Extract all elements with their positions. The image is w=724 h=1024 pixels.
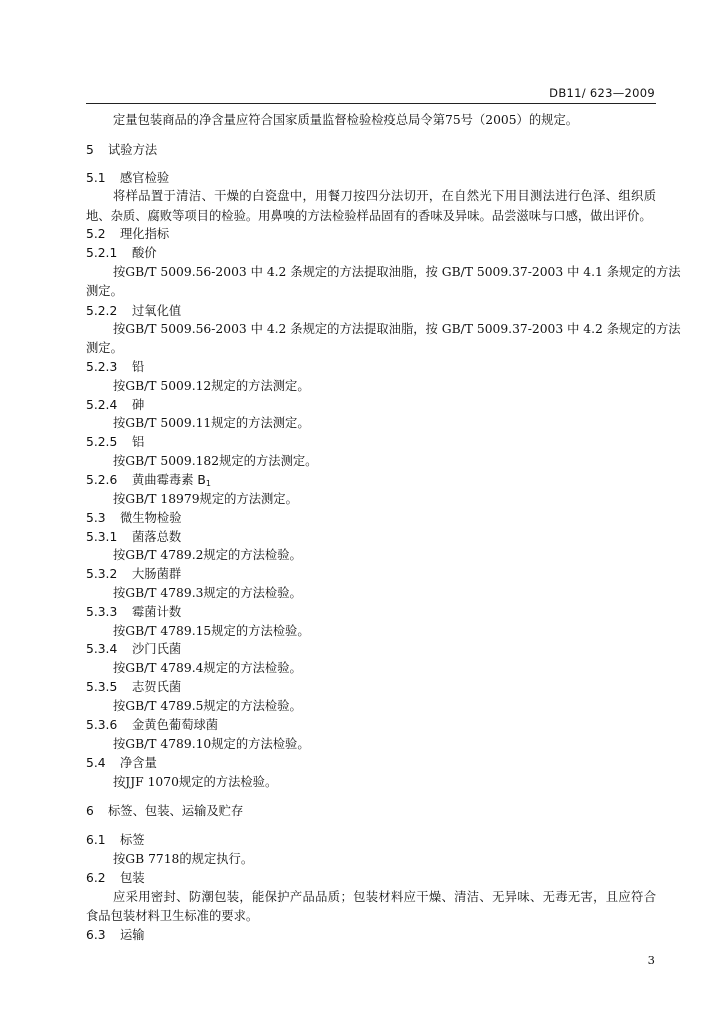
section-heading-5-2-1: 5.2.1 酸价: [86, 246, 157, 260]
paragraph-text: 按GB/T 5009.12规定的方法测定。: [113, 379, 310, 393]
paragraph-text: 将样品置于清洁、干燥的白瓷盘中，用餐刀按四分法切开，在自然光下用目测法进行色泽、组织质: [113, 189, 656, 203]
paragraph-text: 按GB/T 4789.5规定的方法检验。: [113, 699, 302, 713]
section-heading-5-2: 5.2 理化指标: [86, 227, 170, 241]
section-heading-5-3: 5.3 微生物检验: [86, 511, 182, 525]
section-heading-5: 5 试验方法: [86, 143, 158, 157]
section-heading-5-3-2: 5.3.2 大肠菌群: [86, 567, 182, 581]
section-heading-5-2-2: 5.2.2 过氧化值: [86, 304, 182, 318]
paragraph-text: 应采用密封、防潮包装，能保护产品品质；包装材料应干燥、清洁、无异味、无毒无害，且应符合: [113, 890, 656, 904]
paragraph-text: 按GB 7718的规定执行。: [113, 852, 254, 866]
section-heading-5-3-3: 5.3.3 霉菌计数: [86, 605, 182, 619]
paragraph-text: 按GB/T 5009.11规定的方法测定。: [113, 416, 310, 430]
section-heading-5-3-6: 5.3.6 金黄色葡萄球菌: [86, 718, 219, 732]
section-heading-5-3-1: 5.3.1 菌落总数: [86, 530, 182, 544]
paragraph-text: 测定。: [86, 341, 123, 355]
paragraph-text: 按GB/T 4789.15规定的方法检验。: [113, 624, 310, 638]
paragraph-text: 按GB/T 4789.10规定的方法检验。: [113, 737, 310, 751]
section-heading-5-2-5: 5.2.5 铝: [86, 435, 145, 449]
section-heading-6-2: 6.2 包装: [86, 871, 145, 885]
paragraph-text: 测定。: [86, 284, 123, 298]
paragraph-text: 食品包装材料卫生标准的要求。: [86, 909, 259, 923]
section-heading-5-4: 5.4 净含量: [86, 756, 157, 770]
paragraph-text: 按JJF 1070规定的方法检验。: [113, 775, 278, 789]
section-heading-5-1: 5.1 感官检验: [86, 171, 170, 185]
section-heading-5-3-5: 5.3.5 志贺氏菌: [86, 680, 182, 694]
section-heading-5-3-4: 5.3.4 沙门氏菌: [86, 642, 182, 656]
section-heading-6: 6 标签、包装、运输及贮存: [86, 804, 244, 818]
paragraph-text: 按GB/T 5009.182规定的方法测定。: [113, 454, 318, 468]
paragraph-text: 按GB/T 18979规定的方法测定。: [113, 492, 298, 506]
paragraph-text: 定量包装商品的净含量应符合国家质量监督检验检疫总局令第75号（2005）的规定。: [113, 113, 579, 127]
paragraph-text: 按GB/T 4789.4规定的方法检验。: [113, 661, 302, 675]
paragraph-text: 按GB/T 5009.56-2003 中 4.2 条规定的方法提取油脂，按 GB/T 5009.37-2003 中 4.2 条规定的方法: [113, 322, 681, 336]
page-number: 3: [647, 953, 655, 967]
section-heading-5-2-3: 5.2.3 铅: [86, 360, 145, 374]
paragraph-text: 按GB/T 4789.3规定的方法检验。: [113, 586, 302, 600]
section-heading-5-2-4: 5.2.4 砷: [86, 398, 145, 412]
section-heading-6-3: 6.3 运输: [86, 928, 145, 942]
section-heading-6-1: 6.1 标签: [86, 833, 145, 847]
paragraph-text: 地、杂质、腐败等项目的检验。用鼻嗅的方法检验样品固有的香味及异味。品尝滋味与口感，做出评价。: [86, 209, 652, 223]
document-code: DB11/ 623—2009: [549, 86, 655, 100]
header-rule: [86, 103, 656, 104]
paragraph-text: 按GB/T 5009.56-2003 中 4.2 条规定的方法提取油脂，按 GB/T 5009.37-2003 中 4.1 条规定的方法: [113, 265, 681, 279]
paragraph-text: 按GB/T 4789.2规定的方法检验。: [113, 548, 302, 562]
section-heading-5-2-6: 5.2.6 黄曲霉毒素 $B_1$: [86, 473, 211, 488]
